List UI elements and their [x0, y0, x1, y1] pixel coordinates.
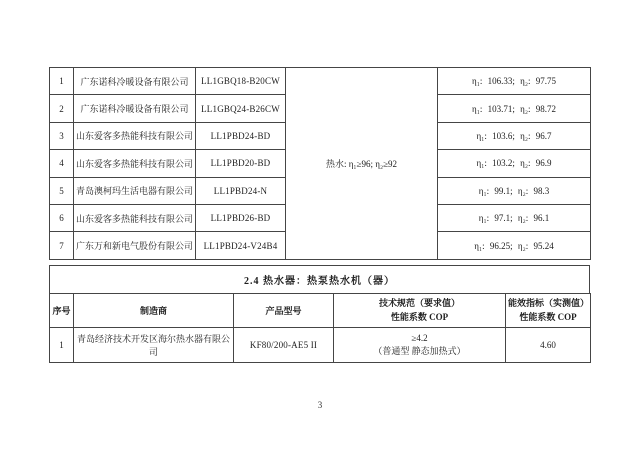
measured-cell: η₁: 103.2; η₂: 96.9 [438, 150, 591, 177]
manufacturer-cell: 青岛澳柯玛生活电器有限公司 [74, 177, 196, 204]
measured-cell: η₁: 106.33; η₂: 97.75 [438, 68, 591, 95]
model-cell: LL1GBQ18-B20CW [196, 68, 286, 95]
row-number: 7 [50, 232, 74, 259]
spec-note: （普通型 静态加热式） [373, 346, 466, 356]
model-cell: LL1PBD20-BD [196, 150, 286, 177]
model-cell: KF80/200-AE5 II [234, 328, 334, 363]
row-number: 1 [50, 68, 74, 95]
row-number: 6 [50, 204, 74, 231]
row-number: 2 [50, 95, 74, 122]
manufacturer-cell: 广东诺科冷暖设备有限公司 [74, 68, 196, 95]
header-no: 序号 [50, 294, 74, 328]
header-measured [506, 294, 591, 328]
measured-cell: η₁: 103.6; η₂: 96.7 [438, 122, 591, 149]
model-cell: LL1PBD24-N [196, 177, 286, 204]
measured-cell: 4.60 [506, 328, 591, 363]
row-number: 1 [50, 328, 74, 363]
measured-cell: η₁: 103.71; η₂: 98.72 [438, 95, 591, 122]
model-cell: LL1PBD26-BD [196, 204, 286, 231]
measured-cell: η₁: 96.25; η₂: 95.24 [438, 232, 591, 259]
header-measured-line2: 性能系数 COP [519, 311, 577, 322]
requirement-cell: 热水: η₁≥96; η₂≥92 [286, 68, 438, 260]
spec-value: ≥4.2 [411, 332, 428, 343]
table-row [50, 68, 591, 95]
section-title: 2.4 热水器：热泵热水机（器） [49, 265, 590, 294]
row-number: 3 [50, 122, 74, 149]
model-cell: LL1PBD24-BD [196, 122, 286, 149]
manufacturer-cell: 山东爱客多热能科技有限公司 [74, 122, 196, 149]
table-row [50, 328, 591, 363]
measured-cell: η₁: 97.1; η₂: 96.1 [438, 204, 591, 231]
manufacturer-cell: 青岛经济技术开发区海尔热水器有限公司 [74, 328, 234, 363]
manufacturer-cell: 广东诺科冷暖设备有限公司 [74, 95, 196, 122]
manufacturer-cell: 山东爱客多热能科技有限公司 [74, 150, 196, 177]
header-manufacturer: 制造商 [74, 294, 234, 328]
measured-cell: η₁: 99.1; η₂: 98.3 [438, 177, 591, 204]
manufacturer-cell: 广东万和新电气股份有限公司 [74, 232, 196, 259]
header-spec-line1: 技术规范（要求值） [378, 298, 460, 308]
header-spec [334, 294, 506, 328]
spec-cell [334, 328, 506, 363]
header-row [50, 294, 591, 328]
model-cell: LL1PBD24-V24B4 [196, 232, 286, 259]
row-number: 5 [50, 177, 74, 204]
header-measured-line1: 能效指标（实测值） [508, 298, 590, 308]
header-spec-line2: 性能系数 COP [390, 311, 449, 322]
boiler-results-table [49, 67, 591, 260]
heat-pump-water-heater-table [49, 293, 591, 363]
page-number: 3 [317, 400, 323, 410]
header-model: 产品型号 [234, 294, 334, 328]
model-cell: LL1GBQ24-B26CW [196, 95, 286, 122]
row-number: 4 [50, 150, 74, 177]
manufacturer-cell: 山东爱客多热能科技有限公司 [74, 204, 196, 231]
